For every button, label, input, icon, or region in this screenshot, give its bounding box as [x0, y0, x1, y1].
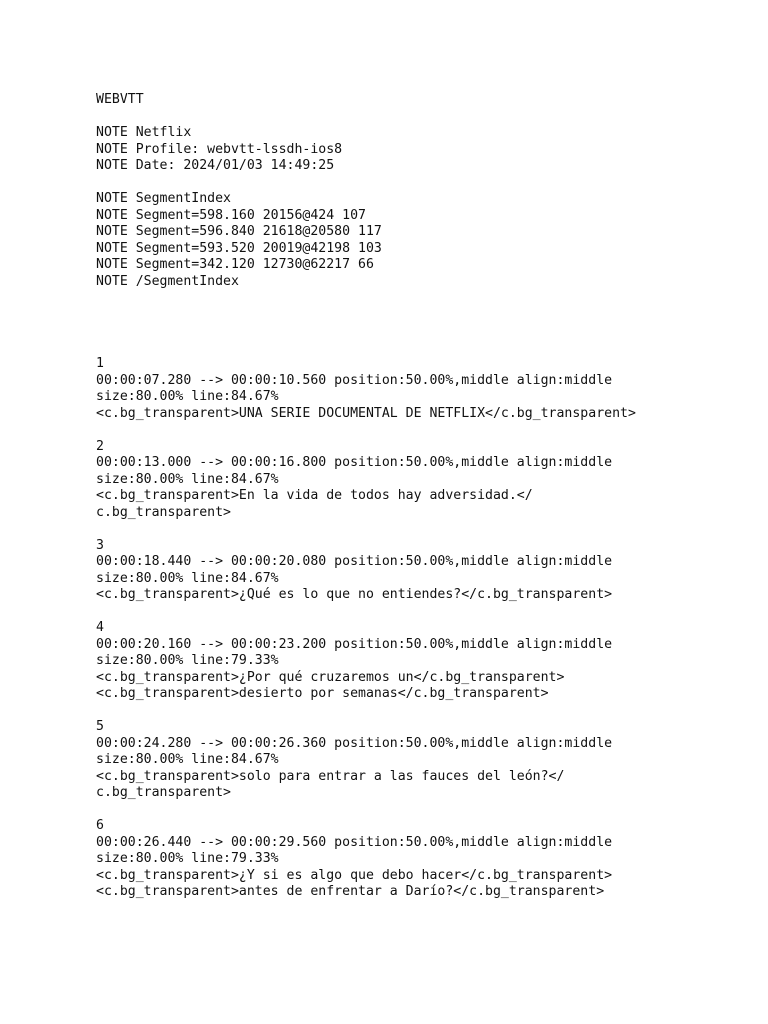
cue-text: c.bg_transparent> — [96, 785, 231, 800]
cue-text: <c.bg_transparent>¿Y si es algo que debo hacer</c.bg_transparent> — [96, 867, 613, 883]
note-profile: NOTE Profile: webvtt-lssdh-ios8 — [96, 141, 343, 157]
blank-line — [96, 521, 736, 538]
cue-timing: 00:00:26.440 --> 00:00:29.560 position:50.00%,middle align:middle — [96, 834, 613, 850]
cue-timing: 00:00:20.160 --> 00:00:23.200 position:50.00%,middle align:middle — [96, 636, 613, 652]
segment-line: NOTE Segment=593.520 20019@42198 103 — [96, 240, 382, 256]
cue-timing: 00:00:24.280 --> 00:00:26.360 position:50.00%,middle align:middle — [96, 735, 613, 751]
cue-id: 5 — [96, 719, 104, 734]
blank-line — [96, 802, 736, 819]
cue-text: <c.bg_transparent>UNA SERIE DOCUMENTAL DE NETFLIX</c.bg_transparent> — [96, 405, 636, 421]
cue-text: <c.bg_transparent>En la vida de todos hay adversidad.</ — [96, 488, 533, 503]
cue-settings: size:80.00% line:79.33% — [96, 851, 279, 866]
blank-line — [96, 175, 736, 192]
blank-line — [96, 703, 736, 720]
note-source: NOTE Netflix — [96, 125, 192, 140]
cue-settings: size:80.00% line:84.67% — [96, 570, 279, 586]
webvtt-signature: WEBVTT — [96, 92, 144, 107]
segment-index-end: NOTE /SegmentIndex — [96, 273, 239, 289]
segment-line: NOTE Segment=598.160 20156@424 107 — [96, 207, 366, 223]
blank-gap — [96, 290, 736, 356]
blank-line — [96, 109, 736, 126]
cue-text: <c.bg_transparent>¿Qué es lo que no entiendes?</c.bg_transparent> — [96, 587, 613, 602]
cue-id: 4 — [96, 620, 104, 635]
cue-timing: 00:00:07.280 --> 00:00:10.560 position:50.00%,middle align:middle — [96, 372, 613, 388]
cue-id: 6 — [96, 818, 104, 833]
cue-id: 2 — [96, 438, 104, 454]
segment-line: NOTE Segment=596.840 21618@20580 117 — [96, 224, 382, 239]
cue-timing: 00:00:18.440 --> 00:00:20.080 position:50.00%,middle align:middle — [96, 554, 613, 569]
segment-line: NOTE Segment=342.120 12730@62217 66 — [96, 257, 374, 272]
note-date: NOTE Date: 2024/01/03 14:49:25 — [96, 158, 335, 173]
cue-settings: size:80.00% line:84.67% — [96, 752, 279, 767]
cue-text: c.bg_transparent> — [96, 504, 231, 520]
cue-timing: 00:00:13.000 --> 00:00:16.800 position:50.00%,middle align:middle — [96, 455, 613, 470]
cue-id: 1 — [96, 356, 104, 371]
cue-text: <c.bg_transparent>¿Por qué cruzaremos un</c.bg_transparent> — [96, 669, 565, 685]
segment-index-start: NOTE SegmentIndex — [96, 191, 231, 206]
cue-text: <c.bg_transparent>antes de enfrentar a Darío?</c.bg_transparent> — [96, 884, 605, 899]
blank-line — [96, 604, 736, 621]
cue-id: 3 — [96, 537, 104, 553]
cue-text: <c.bg_transparent>desierto por semanas</c.bg_transparent> — [96, 686, 549, 701]
cue-settings: size:80.00% line:84.67% — [96, 389, 279, 404]
cue-text: <c.bg_transparent>solo para entrar a las fauces del león?</ — [96, 768, 565, 784]
document-page — [96, 92, 736, 901]
blank-line — [96, 422, 736, 439]
cue-settings: size:80.00% line:84.67% — [96, 471, 279, 487]
cue-settings: size:80.00% line:79.33% — [96, 653, 279, 668]
